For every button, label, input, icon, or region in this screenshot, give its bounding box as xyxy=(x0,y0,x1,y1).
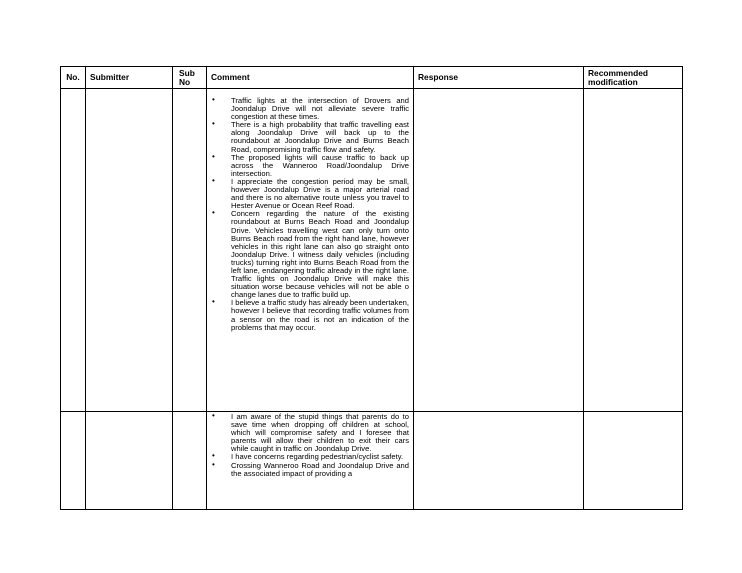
bullet-dot-icon: • xyxy=(212,451,215,461)
cell-response xyxy=(414,412,584,510)
cell-comment xyxy=(207,412,414,510)
bullet-dot-icon: • xyxy=(212,208,215,218)
list-item xyxy=(207,121,409,153)
comment-text: I have concerns regarding pedestrian/cyclist safety. xyxy=(231,452,404,462)
bullet-dot-icon: • xyxy=(212,459,215,469)
cell-recommended-modification xyxy=(584,412,683,510)
header-sub-no xyxy=(173,67,207,89)
cell-no xyxy=(61,412,86,510)
cell-recommended-modification xyxy=(584,89,683,412)
bullet-dot-icon: • xyxy=(212,151,215,161)
cell-sub-no xyxy=(173,412,207,510)
list-item xyxy=(207,413,409,453)
comment-list xyxy=(207,89,413,332)
list-item xyxy=(207,175,409,211)
header-comment: Comment xyxy=(207,67,414,89)
comment-text: Crossing Wanneroo Road and Joondalup Drive and the associated impact of providing a xyxy=(231,460,409,478)
cell-submitter xyxy=(86,412,173,510)
comment-text: The proposed lights will cause traffic to back up across the Wanneroo Road/Joondalup Drive intersection. xyxy=(231,152,409,178)
header-no: No. xyxy=(61,67,86,89)
list-item xyxy=(207,299,409,331)
cell-comment xyxy=(207,89,414,412)
header-recommended-line2: modification xyxy=(588,76,638,87)
header-sub-no-line2: No xyxy=(179,76,191,87)
comment-text: I am aware of the stupid things that parents do to save time when dropping off children at school, which will compromise safety and I foresee that parents will allow their children to exit their cars while caught in traffic on Joondalup Drive. xyxy=(231,412,409,454)
comment-text: I believe a traffic study has already been undertaken, however I believe that recording traffic volumes from a sensor on the road is not an indication of the problems that may occur. xyxy=(231,298,410,332)
submissions-table xyxy=(60,66,683,510)
table-row xyxy=(61,412,683,510)
cell-no xyxy=(61,89,86,412)
table-header-row xyxy=(61,67,683,89)
header-recommended-modification xyxy=(584,67,683,89)
comment-text: I appreciate the congestion period may be small, however Joondalup Drive is a major arterial road and there is no alternative route unless you travel to Hester Avenue or Ocean Reef Road. xyxy=(231,176,409,211)
header-recommended-line1: Recommended xyxy=(588,67,649,78)
list-item xyxy=(207,151,409,178)
list-item xyxy=(207,97,409,121)
header-submitter: Submitter xyxy=(86,67,173,89)
bullet-dot-icon: • xyxy=(212,175,215,185)
bullet-dot-icon: • xyxy=(212,411,215,420)
header-response: Response xyxy=(414,67,584,89)
bullet-dot-icon: • xyxy=(212,95,215,104)
table-row xyxy=(61,89,683,412)
comment-text: Concern regarding the nature of the existing roundabout at Burns Beach Road and Joondalup Drive. Vehicles travelling west can only turn onto Burns Beach road from the right hand lane, however vehicles in this right lane can also go straight onto Joondalup Drive. I witness daily vehicles (including trucks) turning right into Burns Beach Road from the left lane, endangering traffic already in the right lane. Traffic lights on Joondalup Drive will make this situation worse because vehicles will not be able o change lanes due to traffic build up. xyxy=(231,209,409,300)
comment-list xyxy=(207,412,413,478)
cell-response xyxy=(414,89,584,412)
bullet-dot-icon: • xyxy=(212,297,215,307)
cell-submitter xyxy=(86,89,173,412)
comment-text: Traffic lights at the intersection of Drovers and Joondalup Drive will not alleviate severe traffic congestion at these times. xyxy=(231,96,409,122)
comment-text: There is a high probability that traffic travelling east along Joondalup Drive will back up to the roundabout at Joondalup Drive and Burns Beach Road, compromising traffic flow and safety. xyxy=(231,120,409,154)
cell-sub-no xyxy=(173,89,207,412)
list-item xyxy=(207,210,409,299)
header-sub-no-line1: Sub xyxy=(179,67,195,78)
bullet-dot-icon: • xyxy=(212,119,215,129)
list-item xyxy=(207,459,409,478)
